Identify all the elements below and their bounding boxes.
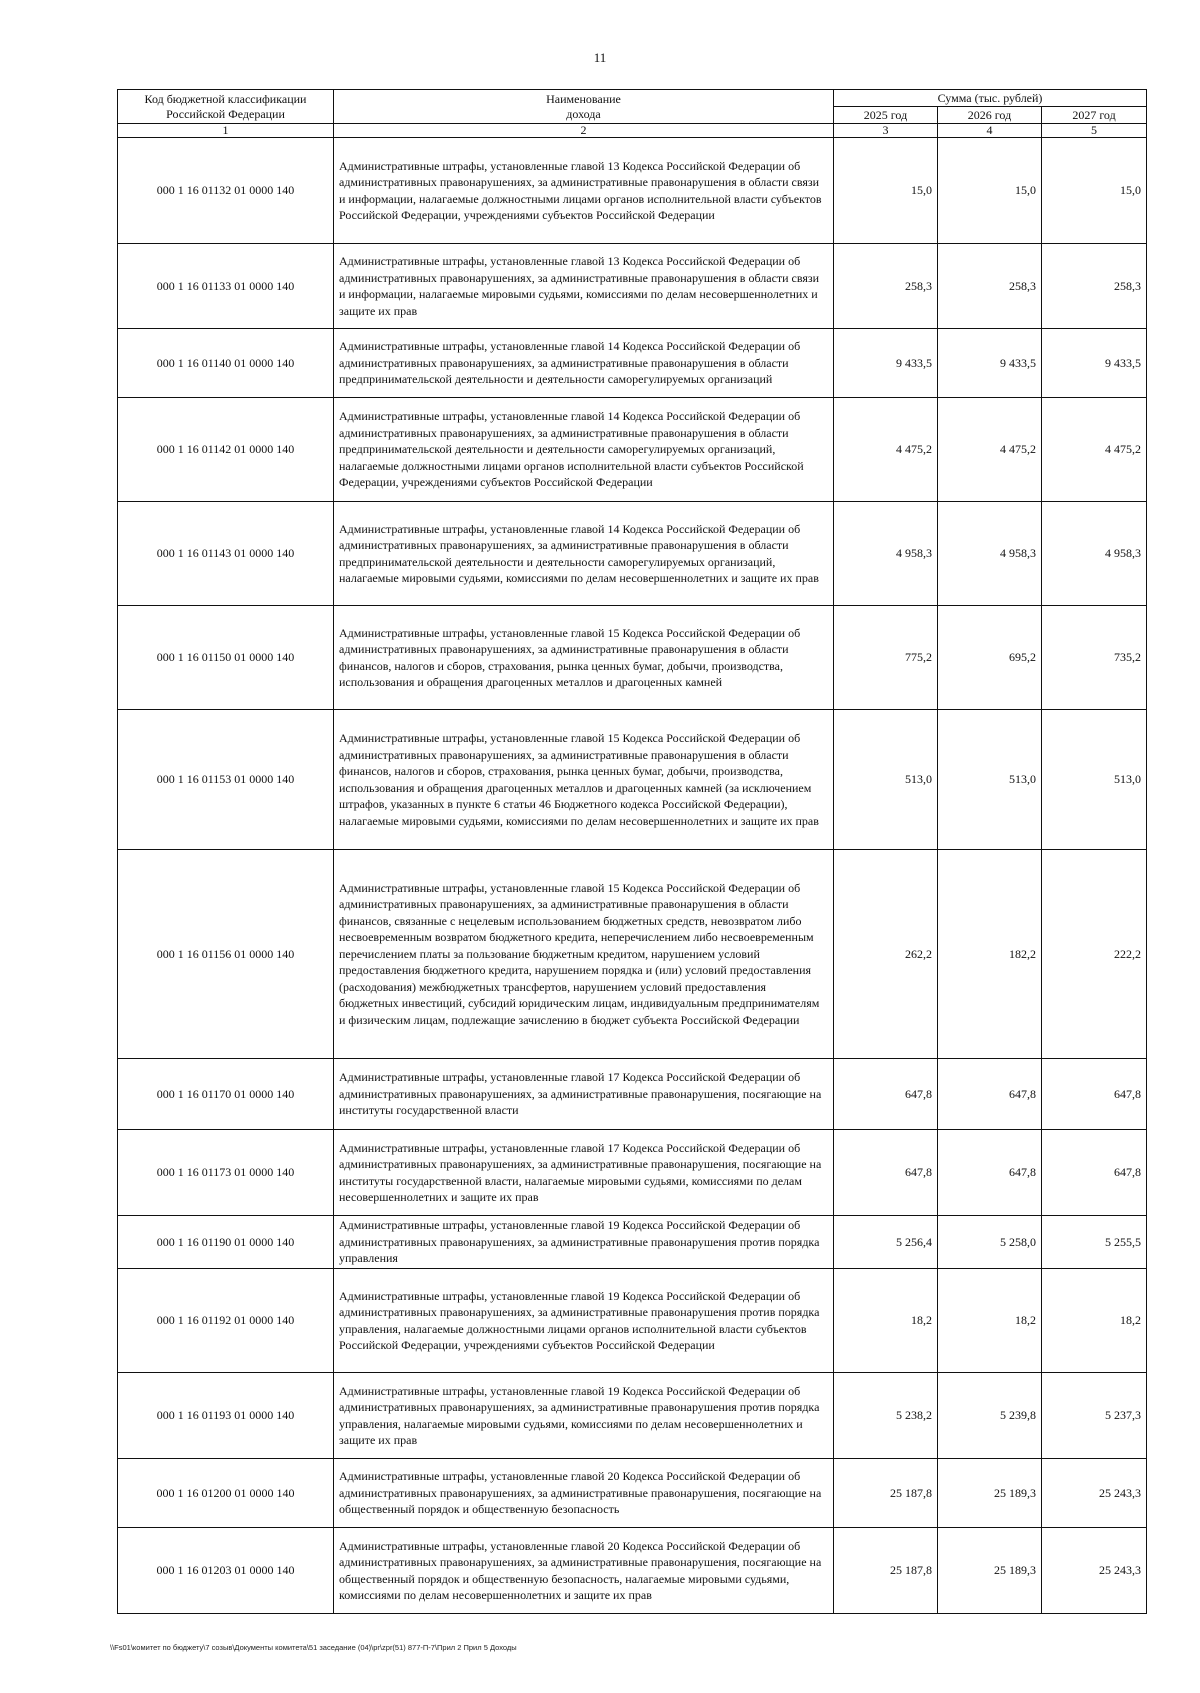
row-name: Административные штрафы, установленные главой 14 Кодекса Российской Федерации об административных правонарушениях, за административные правонарушения в области предпринимательской деятельности и деятельности саморегулируемых организаций, налагаемые должностными лицами органов исполнительной власти субъектов Российской Федерации, учреждениями субъектов Российской Федерации	[334, 398, 834, 502]
row-name: Административные штрафы, установленные главой 19 Кодекса Российской Федерации об административных правонарушениях, за административные правонарушения против порядка управления, налагаемые должностными лицами органов исполнительной власти субъектов Российской Федерации, учреждениями субъектов Российской Федерации	[334, 1269, 834, 1373]
row-code: 000 1 16 01156 01 0000 140	[118, 850, 334, 1059]
row-value-2025: 5 256,4	[834, 1216, 938, 1269]
row-value-2025: 15,0	[834, 138, 938, 244]
row-value-2027: 18,2	[1042, 1269, 1147, 1373]
row-value-2027: 647,8	[1042, 1059, 1147, 1130]
col-number-5: 5	[1042, 124, 1147, 138]
table-row	[118, 1269, 1147, 1373]
row-value-2026: 5 258,0	[938, 1216, 1042, 1269]
row-value-2026: 647,8	[938, 1059, 1042, 1130]
row-value-2025: 775,2	[834, 606, 938, 710]
col-number-1: 1	[118, 124, 334, 138]
col-number-2: 2	[334, 124, 834, 138]
table-row	[118, 1130, 1147, 1216]
row-value-2025: 25 187,8	[834, 1459, 938, 1528]
row-value-2027: 15,0	[1042, 138, 1147, 244]
table-row	[118, 1059, 1147, 1130]
row-value-2025: 262,2	[834, 850, 938, 1059]
header-name-line1: Наименование	[546, 91, 621, 106]
row-value-2027: 258,3	[1042, 244, 1147, 329]
row-name: Административные штрафы, установленные главой 15 Кодекса Российской Федерации об административных правонарушениях, за административные правонарушения в области финансов, налогов и сборов, страхования, рынка ценных бумаг, добычи, производства, использования и обращения драгоценных металлов и драгоценных камней	[334, 606, 834, 710]
table-row	[118, 1373, 1147, 1459]
header-sum: Сумма (тыс. рублей)	[834, 90, 1147, 107]
row-value-2027: 5 255,5	[1042, 1216, 1147, 1269]
row-name: Административные штрафы, установленные главой 17 Кодекса Российской Федерации об административных правонарушениях, за административные правонарушения, посягающие на институты государственной власти	[334, 1059, 834, 1130]
row-name: Административные штрафы, установленные главой 15 Кодекса Российской Федерации об административных правонарушениях, за административные правонарушения в области финансов, налогов и сборов, страхования, рынка ценных бумаг, добычи, производства, использования и обращения драгоценных металлов и драгоценных камней (за исключением штрафов, указанных в пункте 6 статьи 46 Бюджетного кодекса Российской Федерации), налагаемые мировыми судьями, комиссиями по делам несовершеннолетних и защите их прав	[334, 710, 834, 850]
row-code: 000 1 16 01133 01 0000 140	[118, 244, 334, 329]
table-row	[118, 244, 1147, 329]
row-code: 000 1 16 01203 01 0000 140	[118, 1528, 334, 1614]
row-value-2026: 4 475,2	[938, 398, 1042, 502]
row-code: 000 1 16 01153 01 0000 140	[118, 710, 334, 850]
row-value-2026: 695,2	[938, 606, 1042, 710]
row-name: Административные штрафы, установленные главой 19 Кодекса Российской Федерации об административных правонарушениях, за административные правонарушения против порядка управления, налагаемые мировыми судьями, комиссиями по делам несовершеннолетних и защите их прав	[334, 1373, 834, 1459]
table-row	[118, 1528, 1147, 1614]
row-value-2026: 258,3	[938, 244, 1042, 329]
row-value-2025: 258,3	[834, 244, 938, 329]
row-value-2027: 9 433,5	[1042, 329, 1147, 398]
row-name: Административные штрафы, установленные главой 17 Кодекса Российской Федерации об административных правонарушениях, за административные правонарушения, посягающие на институты государственной власти, налагаемые мировыми судьями, комиссиями по делам несовершеннолетних и защите их прав	[334, 1130, 834, 1216]
header-code: Код бюджетной классификации Российской Федерации	[118, 90, 334, 124]
row-value-2026: 25 189,3	[938, 1459, 1042, 1528]
row-value-2027: 25 243,3	[1042, 1528, 1147, 1614]
row-value-2026: 9 433,5	[938, 329, 1042, 398]
row-value-2026: 15,0	[938, 138, 1042, 244]
revenue-table	[117, 89, 1147, 1614]
table-row	[118, 710, 1147, 850]
row-value-2025: 4 958,3	[834, 502, 938, 606]
row-value-2026: 647,8	[938, 1130, 1042, 1216]
row-value-2027: 4 958,3	[1042, 502, 1147, 606]
table-body	[118, 138, 1147, 1614]
row-value-2027: 25 243,3	[1042, 1459, 1147, 1528]
row-value-2025: 647,8	[834, 1059, 938, 1130]
row-code: 000 1 16 01193 01 0000 140	[118, 1373, 334, 1459]
row-code: 000 1 16 01192 01 0000 140	[118, 1269, 334, 1373]
table-row	[118, 606, 1147, 710]
row-value-2027: 735,2	[1042, 606, 1147, 710]
row-value-2026: 513,0	[938, 710, 1042, 850]
row-name: Административные штрафы, установленные главой 14 Кодекса Российской Федерации об административных правонарушениях, за административные правонарушения в области предпринимательской деятельности и деятельности саморегулируемых организаций, налагаемые мировыми судьями, комиссиями по делам несовершеннолетних и защите их прав	[334, 502, 834, 606]
row-value-2025: 513,0	[834, 710, 938, 850]
row-code: 000 1 16 01132 01 0000 140	[118, 138, 334, 244]
row-code: 000 1 16 01170 01 0000 140	[118, 1059, 334, 1130]
row-value-2026: 5 239,8	[938, 1373, 1042, 1459]
row-code: 000 1 16 01150 01 0000 140	[118, 606, 334, 710]
row-value-2027: 4 475,2	[1042, 398, 1147, 502]
row-value-2026: 4 958,3	[938, 502, 1042, 606]
row-value-2026: 182,2	[938, 850, 1042, 1059]
table-row	[118, 398, 1147, 502]
table-row	[118, 1459, 1147, 1528]
header-year-2027: 2027 год	[1042, 107, 1147, 124]
row-value-2027: 513,0	[1042, 710, 1147, 850]
row-code: 000 1 16 01143 01 0000 140	[118, 502, 334, 606]
table-row	[118, 138, 1147, 244]
page-number: 11	[593, 50, 607, 65]
table-row	[118, 502, 1147, 606]
row-value-2025: 9 433,5	[834, 329, 938, 398]
table-row	[118, 329, 1147, 398]
row-value-2025: 25 187,8	[834, 1528, 938, 1614]
row-code: 000 1 16 01140 01 0000 140	[118, 329, 334, 398]
row-value-2025: 4 475,2	[834, 398, 938, 502]
row-value-2027: 5 237,3	[1042, 1373, 1147, 1459]
row-value-2026: 18,2	[938, 1269, 1042, 1373]
row-name: Административные штрафы, установленные главой 19 Кодекса Российской Федерации об административных правонарушениях, за административные правонарушения против порядка управления	[334, 1216, 834, 1269]
header-year-2026: 2026 год	[938, 107, 1042, 124]
table-row	[118, 1216, 1147, 1269]
row-code: 000 1 16 01190 01 0000 140	[118, 1216, 334, 1269]
row-code: 000 1 16 01200 01 0000 140	[118, 1459, 334, 1528]
row-value-2027: 647,8	[1042, 1130, 1147, 1216]
row-value-2025: 18,2	[834, 1269, 938, 1373]
row-name: Административные штрафы, установленные главой 20 Кодекса Российской Федерации об административных правонарушениях, за административные правонарушения, посягающие на общественный порядок и общественную безопасность, налагаемые мировыми судьями, комиссиями по делам несовершеннолетних и защите их прав	[334, 1528, 834, 1614]
row-name: Административные штрафы, установленные главой 13 Кодекса Российской Федерации об административных правонарушениях, за административные правонарушения в области связи и информации, налагаемые должностными лицами органов исполнительной власти субъектов Российской Федерации, учреждениями субъектов Российской Федерации	[334, 138, 834, 244]
row-code: 000 1 16 01142 01 0000 140	[118, 398, 334, 502]
footer-file-path: \\Fs01\комитет по бюджету\7 созыв\Документы комитета\51 заседание (04)\pr\zpr(51) 877-П-7\Прил 2 Прил 5 Доходы	[110, 1643, 517, 1652]
row-name: Административные штрафы, установленные главой 15 Кодекса Российской Федерации об административных правонарушениях, за административные правонарушения в области финансов, связанные с нецелевым использованием бюджетных средств, невозвратом либо несвоевременным возвратом бюджетного кредита, неперечислением либо несвоевременным перечислением платы за пользование бюджетным кредитом, нарушением условий предоставления бюджетного кредита, нарушением порядка и (или) условий предоставления (расходования) межбюджетных трансфертов, нарушением условий предоставления бюджетных инвестиций, субсидий юридическим лицам, индивидуальным предпринимателям и физическим лицам, подлежащие зачислению в бюджет субъекта Российской Федерации	[334, 850, 834, 1059]
row-value-2027: 222,2	[1042, 850, 1147, 1059]
table-header	[118, 90, 1147, 138]
row-value-2025: 647,8	[834, 1130, 938, 1216]
table-row	[118, 850, 1147, 1059]
row-name: Административные штрафы, установленные главой 20 Кодекса Российской Федерации об административных правонарушениях, за административные правонарушения, посягающие на общественный порядок и общественную безопасность	[334, 1459, 834, 1528]
row-code: 000 1 16 01173 01 0000 140	[118, 1130, 334, 1216]
row-value-2026: 25 189,3	[938, 1528, 1042, 1614]
col-number-4: 4	[938, 124, 1042, 138]
header-year-2025: 2025 год	[834, 107, 938, 124]
col-number-3: 3	[834, 124, 938, 138]
row-name: Административные штрафы, установленные главой 13 Кодекса Российской Федерации об административных правонарушениях, за административные правонарушения в области связи и информации, налагаемые мировыми судьями, комиссиями по делам несовершеннолетних и защите их прав	[334, 244, 834, 329]
row-value-2025: 5 238,2	[834, 1373, 938, 1459]
header-name	[334, 90, 834, 124]
header-name-line2: дохода	[566, 106, 601, 121]
row-name: Административные штрафы, установленные главой 14 Кодекса Российской Федерации об административных правонарушениях, за административные правонарушения в области предпринимательской деятельности и деятельности саморегулируемых организаций	[334, 329, 834, 398]
